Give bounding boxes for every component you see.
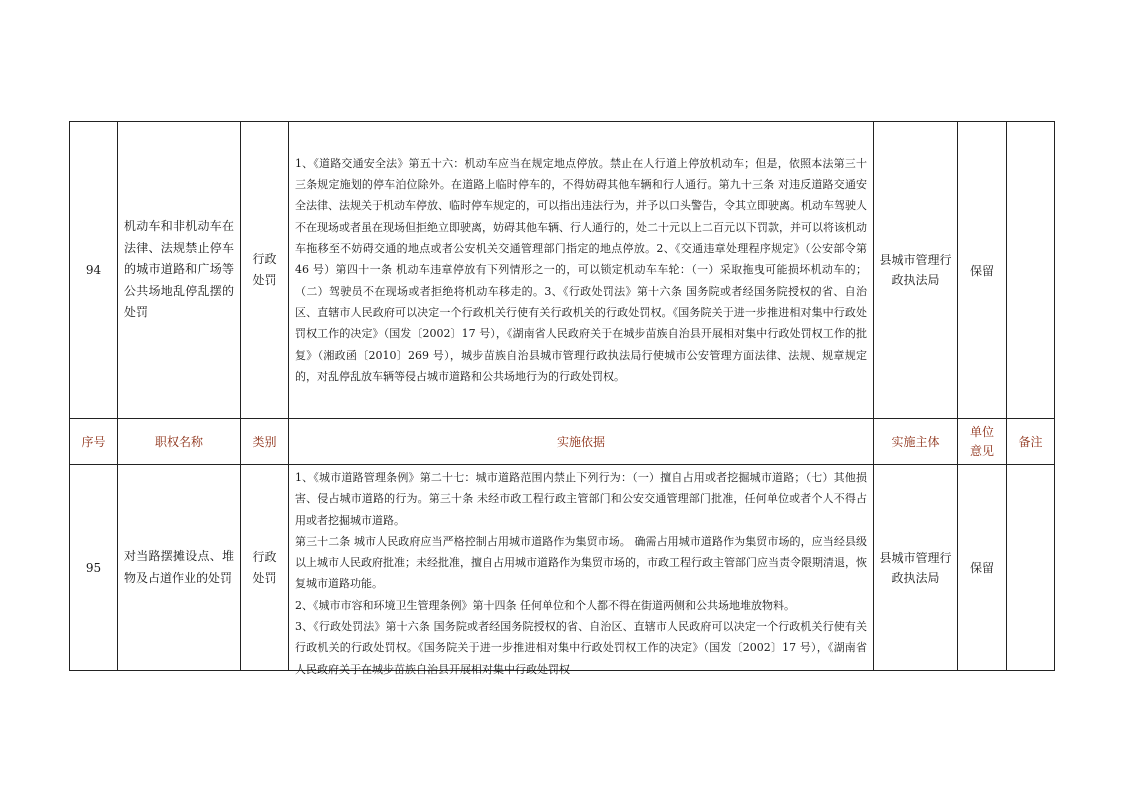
header-type: 类别	[241, 419, 289, 465]
table-row	[70, 122, 1055, 419]
authority-type: 行政处罚	[241, 465, 289, 671]
table-header-row	[70, 419, 1055, 465]
row-number: 94	[70, 122, 118, 419]
table-row	[70, 465, 1055, 671]
header-subject: 实施主体	[874, 419, 958, 465]
authority-type: 行政处罚	[241, 122, 289, 419]
row-number: 95	[70, 465, 118, 671]
header-name: 职权名称	[118, 419, 241, 465]
header-opinion-line2: 意见	[969, 443, 994, 458]
remarks	[1007, 122, 1055, 419]
implementation-basis: 1、《道路交通安全法》第五十六：机动车应当在规定地点停放。禁止在人行道上停放机动车；但是，依照本法第三十三条规定施划的停车泊位除外。在道路上临时停车的，不得妨碍其他车辆和行人通行。第九十三条 对违反道路交通安全法律、法规关于机动车停放、临时停车规定的，可以指出违法行为，并予以口头警告，令其立即驶离。机动车驾驶人不在现场或者虽在现场但拒绝立即驶离，妨碍其他车辆、行人通行的，处二十元以上二百元以下罚款，并可以将该机动车拖移至不妨碍交通的地点或者公安机关交通管理部门指定的地点停放。2、《交通违章处理程序规定》（公安部令第 46 号）第四十一条 机动车违章停放有下列情形之一的，可以锁定机动车车轮：（一）采取拖曳可能损坏机动车的；（二）驾驶员不在现场或者拒绝将机动车移走的。3、《行政处罚法》第十六条 国务院或者经国务院授权的省、自治区、直辖市人民政府可以决定一个行政机关行使有关行政机关的行政处罚权。《国务院关于进一步推进相对集中行政处罚权工作的决定》（国发〔2002〕17 号），《湖南省人民政府关于在城步苗族自治县开展相对集中行政处罚权工作的批复》（湘政函〔2010〕269 号），城步苗族自治县城市管理行政执法局行使城市公安管理方面法律、法规、规章规定的，对乱停乱放车辆等侵占城市道路和公共场地行为的行政处罚权。	[289, 122, 874, 419]
unit-opinion: 保留	[958, 122, 1007, 419]
unit-opinion: 保留	[958, 465, 1007, 671]
header-opinion-line1: 单位	[969, 424, 994, 439]
implementation-basis	[289, 465, 874, 676]
implementing-body: 县城市管理行政执法局	[874, 122, 958, 419]
authority-name: 机动车和非机动车在法律、法规禁止停车的城市道路和广场等公共场地乱停乱摆的处罚	[118, 122, 241, 419]
remarks	[1007, 465, 1055, 671]
header-number: 序号	[70, 419, 118, 465]
header-opinion	[958, 419, 1007, 465]
authority-table	[69, 121, 1055, 676]
implementing-body: 县城市管理行政执法局	[874, 465, 958, 671]
basis-paragraph: 3、《行政处罚法》第十六条 国务院或者经国务院授权的省、自治区、直辖市人民政府可以决定一个行政机关行使有关行政机关的行政处罚权。《国务院关于进一步推进相对集中行政处罚权工作的决定》（国发〔2002〕17 号），《湖南省人民政府关于在城步苗族自治县开展相对集中行政处罚权	[295, 620, 867, 676]
basis-paragraph: 2、《城市市容和环境卫生管理条例》第十四条 任何单位和个人都不得在街道两侧和公共场地堆放物料。	[295, 598, 795, 612]
header-note: 备注	[1007, 419, 1055, 465]
basis-paragraph: 1、《城市道路管理条例》第二十七：城市道路范围内禁止下列行为：（一）擅自占用或者挖掘城市道路；（七）其他损害、侵占城市道路的行为。第三十条 未经市政工程行政主管部门和公安交通管理部门批准，任何单位或者个人不得占用或者挖掘城市道路。	[295, 471, 867, 527]
authority-name: 对当路摆摊设点、堆物及占道作业的处罚	[118, 465, 241, 671]
header-basis: 实施依据	[289, 419, 874, 465]
basis-paragraph: 第三十二条 城市人民政府应当严格控制占用城市道路作为集贸市场。 确需占用城市道路作为集贸市场的，应当经县级以上城市人民政府批准；未经批准，擅自占用城市道路作为集贸市场的，市政工程行政主管部门应当责令限期清退，恢复城市道路功能。	[295, 534, 867, 591]
